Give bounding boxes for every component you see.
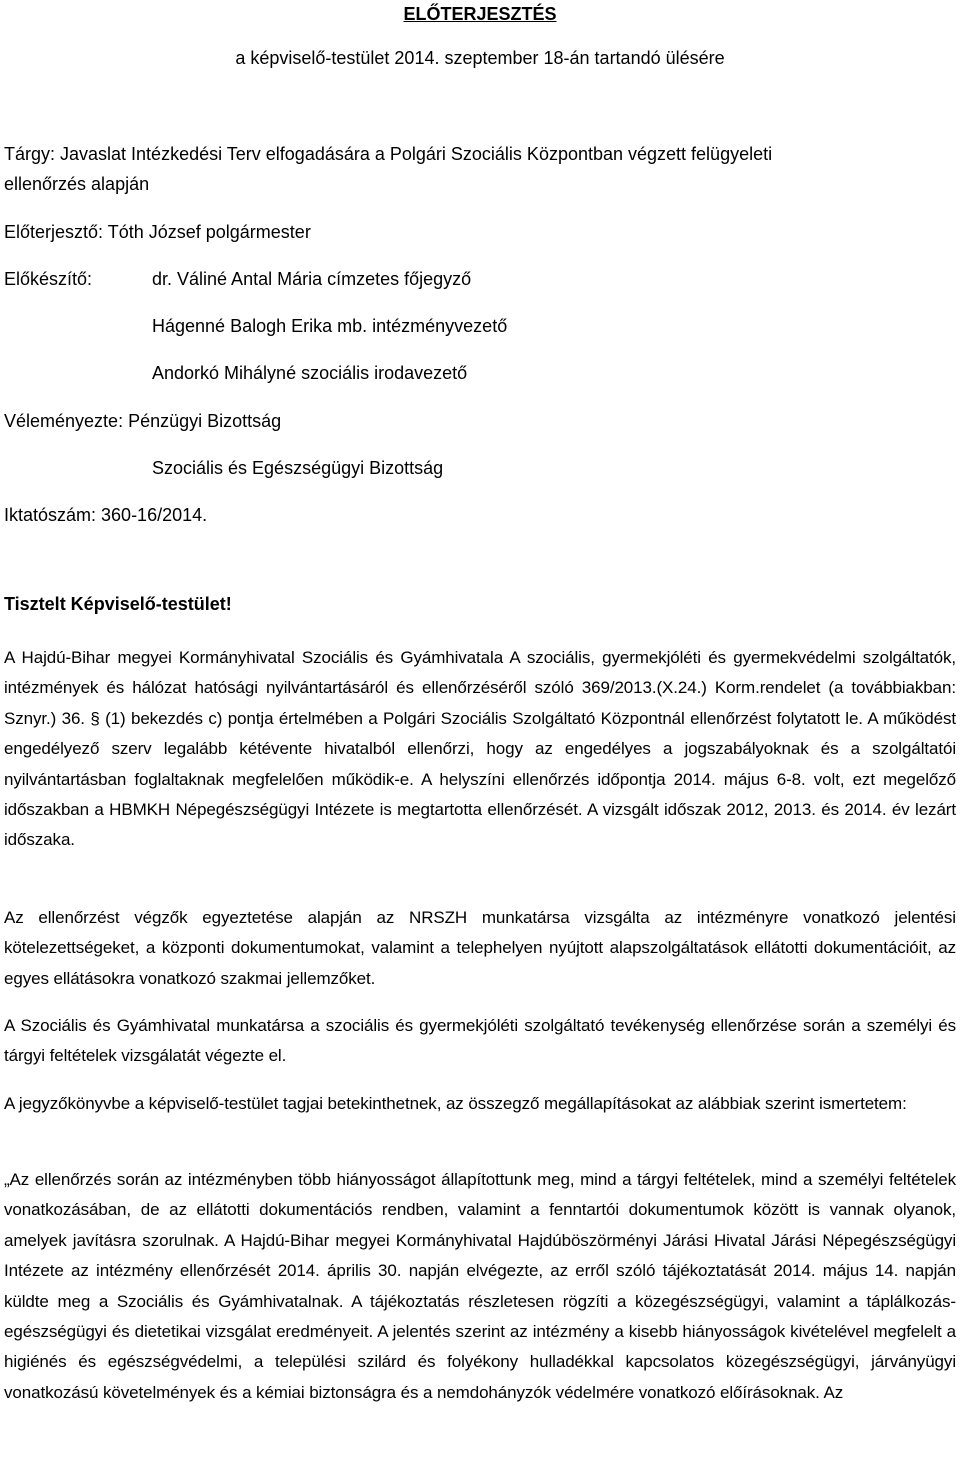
reviewer-1: Véleményezte: Pénzügyi Bizottság xyxy=(4,411,282,431)
page-title: ELŐTERJESZTÉS xyxy=(403,4,557,24)
subject-line-2: ellenőrzés alapján xyxy=(4,174,150,194)
paragraph-1: A Hajdú-Bihar megyei Kormányhivatal Szociális és Gyámhivatala A szociális, gyermekjóléti és gyermekvédelmi szolgáltatók, intézmények és hálózat hatósági nyilvántartásáról és ellenőrzéséről szóló 369/2013.(X.24.) Korm.rendelet (a továbbiakban: Sznyr.) 36. § (1) bekezdés c) pontja értelmében a Polgári Szociális Szolgáltató Központnál ellenőrzést folytatott le. A működést engedélyező szerv legalább kétévente hivatalból ellenőrzi, hogy az engedélyes a jogszabályoknak és a szolgáltatói nyilvántartásban foglaltaknak megfelelően működik-e. A helyszíni ellenőrzés időpontja 2014. május 6-8. volt, ezt megelőző időszakban a HBMKH Népegészségügyi Intézete is megtartotta ellenőrzését. A vizsgált időszak 2012, 2013. és 2014. év lezárt időszaka. xyxy=(4,648,956,850)
paragraph-4: A jegyzőkönyvbe a képviselő-testület tagjai betekinthetnek, az összegző megállapításokat az alábbiak szerint ismertetem: xyxy=(4,1094,907,1113)
presenter: Előterjesztő: Tóth József polgármester xyxy=(4,222,311,242)
subject-line-1: Tárgy: Javaslat Intézkedési Terv elfogadására a Polgári Szociális Központban végzett felügyeleti xyxy=(4,144,773,164)
paragraph-3: A Szociális és Gyámhivatal munkatársa a szociális és gyermekjóléti szolgáltató tevékenység ellenőrzése során a személyi és tárgyi feltételek vizsgálatát végezte el. xyxy=(4,1016,956,1066)
preparer-label: Előkészítő: xyxy=(4,269,93,289)
page-subtitle: a képviselő-testület 2014. szeptember 18-án tartandó ülésére xyxy=(235,48,725,68)
paragraph-2: Az ellenőrzést végzők egyeztetése alapján az NRSZH munkatársa vizsgálta az intézményre vonatkozó jelentési kötelezettségeket, a központi dokumentumokat, valamint a telephelyen nyújtott alapszolgáltatások ellátotti dokumentációit, az egyes ellátásokra vonatkozó szakmai jellemzőket. xyxy=(4,908,956,988)
salutation: Tisztelt Képviselő-testület! xyxy=(4,594,232,614)
reference-number: Iktatószám: 360-16/2014. xyxy=(4,505,208,525)
preparer-2: Hágenné Balogh Erika mb. intézményvezető xyxy=(152,316,508,336)
preparer-1: dr. Váliné Antal Mária címzetes főjegyző xyxy=(152,269,472,289)
preparer-3: Andorkó Mihályné szociális irodavezető xyxy=(152,363,468,383)
paragraph-5: „Az ellenőrzés során az intézményben több hiányosságot állapítottunk meg, mind a tárgyi feltételek, mind a személyi feltételek vonatkozásában, de az ellátotti dokumentációs rendben, valamint a fenntartói dokumentumok között is vannak olyanok, amelyek javításra szorulnak. A Hajdú-Bihar megyei Kormányhivatal Hajdúböszörményi Járási Hivatal Járási Népegészségügyi Intézete az intézmény ellenőrzését 2014. április 30. napján elvégezte, az erről szóló tájékoztatását 2014. május 14. napján küldte meg a Szociális és Gyámhivatalnak. A tájékoztatás részletesen rögzíti a közegészségügyi, valamint a táplálkozás-egészségügyi és dietetikai vizsgálat eredményeit. A jelentés szerint az intézmény a kisebb hiányosságok kivételével megfelelt a higiénés és egészségvédelmi, a települési szilárd és folyékony hulladékkal kapcsolatos közegészségügyi, járványügyi vonatkozású követelmények és a kémiai biztonságra és a nemdohányzók védelmére vonatkozó előírásoknak. Az xyxy=(4,1170,956,1402)
reviewer-2: Szociális és Egészségügyi Bizottság xyxy=(152,458,444,478)
